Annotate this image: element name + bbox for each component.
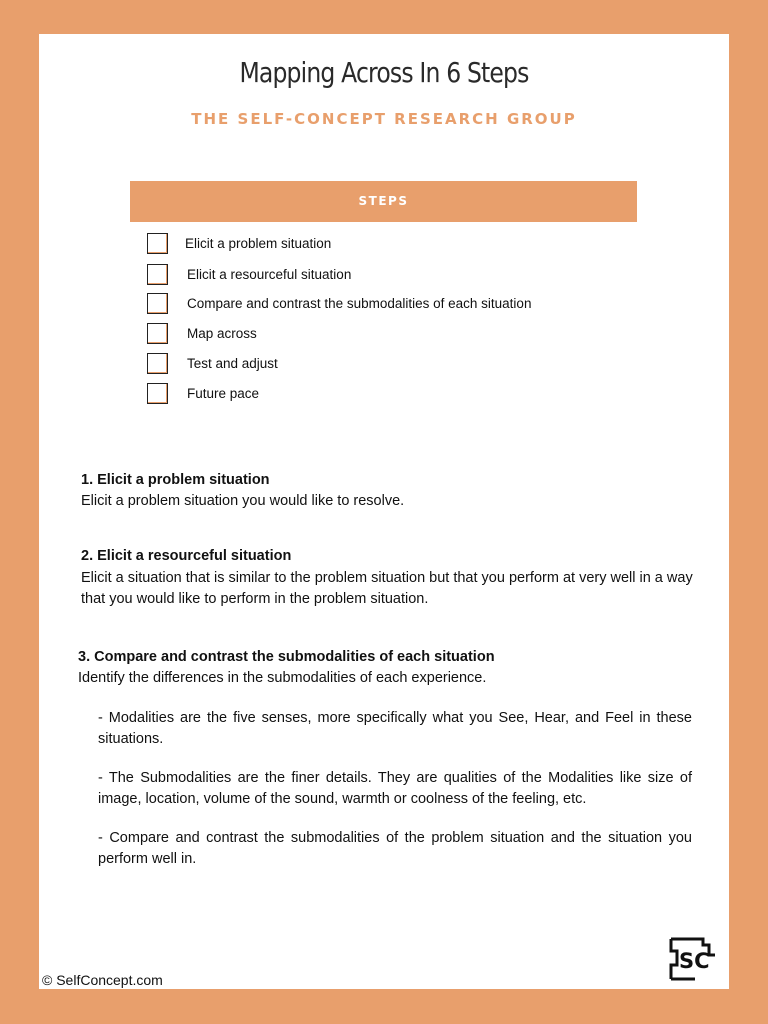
step-row (147, 351, 278, 375)
step-checkbox[interactable] (147, 264, 168, 285)
step-label: Compare and contrast the submodalities of each situation (187, 295, 532, 311)
step-row (147, 321, 257, 345)
page-subtitle: THE SELF-CONCEPT RESEARCH GROUP (191, 110, 577, 128)
bullet-paragraph: - Modalities are the five senses, more specifically what you See, Hear, and Feel in these situations. (98, 710, 692, 747)
bullet-paragraph: - Compare and contrast the submodalities of the problem situation and the situation you perform well in. (98, 830, 692, 867)
section-body: Elicit a problem situation you would like to resolve. (81, 493, 405, 509)
section-body: Elicit a situation that is similar to the problem situation but that you perform at very well in a way that you would like to perform in the problem situation. (81, 570, 693, 607)
step-row (147, 381, 259, 405)
step-label: Elicit a problem situation (185, 235, 332, 251)
section-body: Identify the differences in the submodalities of each experience. (78, 670, 487, 686)
step-checkbox[interactable] (147, 383, 168, 404)
step-row (147, 262, 351, 286)
step-checkbox[interactable] (147, 233, 168, 254)
bullet-paragraph: - The Submodalities are the finer details. They are qualities of the Modalities like size of image, location, volume of the sound, warmth or coolness of the feeling, etc. (98, 770, 692, 807)
step-label: Map across (187, 325, 257, 341)
step-checkbox[interactable] (147, 323, 168, 344)
step-label: Elicit a resourceful situation (187, 266, 352, 282)
step-checkbox[interactable] (147, 293, 168, 314)
steps-table-header: STEPS (130, 181, 637, 222)
step-label: Future pace (187, 385, 260, 401)
sc-logo-icon (665, 935, 717, 983)
step-row (147, 231, 331, 255)
page-title: Mapping Across In 6 Steps (239, 56, 529, 89)
step-row (147, 291, 531, 315)
section-heading: 3. Compare and contrast the submodalities of each situation (78, 649, 495, 665)
step-label: Test and adjust (187, 355, 278, 371)
copyright-footer: © SelfConcept.com (42, 972, 163, 988)
section-heading: 2. Elicit a resourceful situation (81, 548, 292, 564)
logo-lettering: SC (679, 949, 710, 973)
step-checkbox[interactable] (147, 353, 168, 374)
section-heading: 1. Elicit a problem situation (81, 472, 270, 488)
